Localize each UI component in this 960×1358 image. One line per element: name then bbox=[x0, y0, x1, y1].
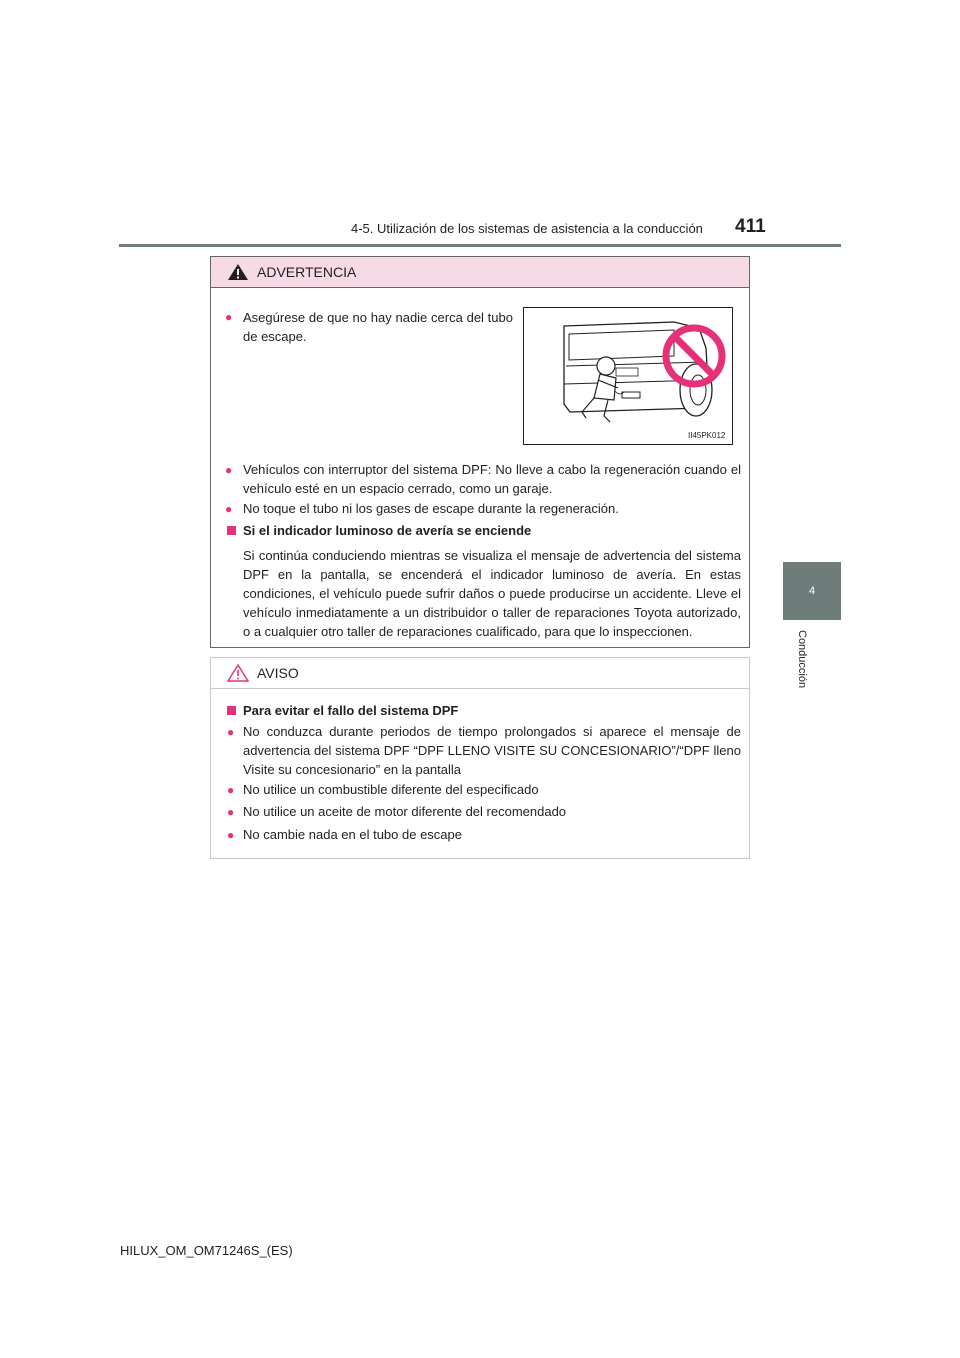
warning-bullet-1: Asegúrese de que no hay nadie cerca del tubo de escape. bbox=[243, 310, 513, 344]
header-rule bbox=[119, 244, 841, 247]
bullet-dot-icon: ● bbox=[227, 725, 235, 739]
page-number: 411 bbox=[735, 216, 766, 237]
warning-title: ADVERTENCIA bbox=[257, 264, 357, 280]
warning-bullet-2: Vehículos con interruptor del sistema DPF: No lleve a cabo la regeneración cuando el vehículo esté en un espacio cerrado, como un garaje. bbox=[243, 462, 741, 496]
manual-code: HILUX_OM_OM71246S_(ES) bbox=[120, 1243, 293, 1258]
warning-paragraph: Si continúa conduciendo mientras se visualiza el mensaje de advertencia del sistema DPF en la pantalla, se encenderá el indicador luminoso de avería. En estas condiciones, el vehículo puede sufrir daños o puede producirse un accidente. Lleve el vehículo inmediatamente a un distribuidor o taller de reparaciones Toyota autorizado, o a cualquier otro taller de reparaciones cualificado, para que lo inspeccionen. bbox=[243, 548, 741, 639]
warning-header bbox=[211, 257, 749, 288]
square-bullet-icon bbox=[227, 526, 236, 535]
chapter-number: 4 bbox=[808, 585, 816, 597]
notice-header bbox=[211, 658, 749, 689]
chapter-tab[interactable] bbox=[783, 562, 841, 620]
bullet-dot-icon: ● bbox=[225, 502, 233, 516]
notice-bullet-1: No conduzca durante periodos de tiempo prolongados si aparece el mensaje de advertencia del sistema DPF “DPF LLENO VISITE SU CONCESIONARIO”/“DPF lleno Visite su concesionario” en la pantalla bbox=[243, 724, 741, 777]
notice-subheading: Para evitar el fallo del sistema DPF bbox=[243, 703, 459, 718]
bullet-dot-icon: ● bbox=[225, 310, 233, 324]
notice-bullet-2: No utilice un combustible diferente del especificado bbox=[243, 782, 539, 797]
warning-bullet-3: No toque el tubo ni los gases de escape durante la regeneración. bbox=[243, 501, 619, 516]
bullet-dot-icon: ● bbox=[227, 783, 235, 797]
bullet-dot-icon: ● bbox=[227, 805, 235, 819]
notice-title: AVISO bbox=[257, 665, 299, 681]
illustration-code: II45PK012 bbox=[688, 431, 726, 440]
warning-subheading: Si el indicador luminoso de avería se enciende bbox=[243, 523, 532, 538]
notice-bullet-4: No cambie nada en el tubo de escape bbox=[243, 827, 462, 842]
caution-triangle-icon bbox=[227, 664, 249, 682]
notice-bullet-3: No utilice un aceite de motor diferente del recomendado bbox=[243, 804, 567, 819]
bullet-dot-icon: ● bbox=[227, 828, 235, 842]
bullet-dot-icon: ● bbox=[225, 463, 233, 477]
section-title: 4-5. Utilización de los sistemas de asistencia a la conducción bbox=[351, 221, 703, 236]
exhaust-illustration bbox=[523, 307, 733, 445]
chapter-label: Conducción bbox=[796, 630, 808, 689]
pickup-truck-rear-icon bbox=[524, 308, 732, 444]
square-bullet-icon bbox=[227, 706, 236, 715]
warning-triangle-icon bbox=[227, 263, 249, 281]
